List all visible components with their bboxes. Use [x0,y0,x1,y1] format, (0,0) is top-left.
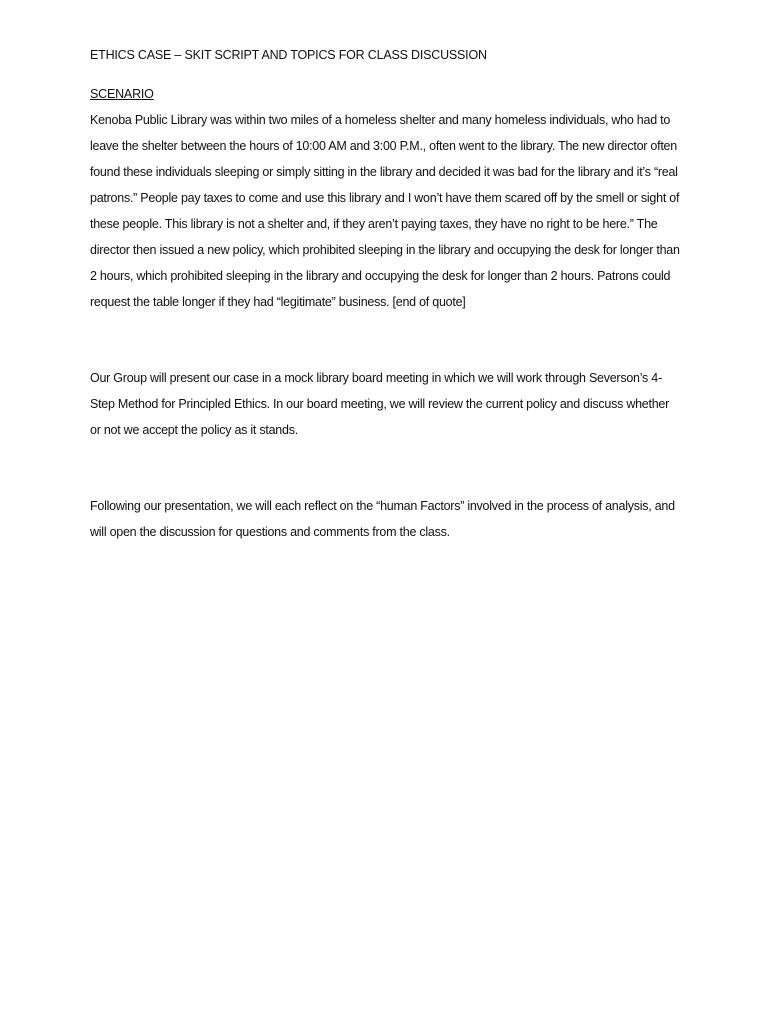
paragraph-spacer [90,443,680,493]
scenario-paragraph: Kenoba Public Library was within two miles of a homeless shelter and many homeless individuals, who had to leave the shelter between the hours of 10:00 AM and 3:00 P.M., often went to the library. The new director often found these individuals sleeping or simply sitting in the library and decided it was bad for the library and it’s “real patrons.” People pay taxes to come and use this library and I won’t have them scared off by the smell or sight of these people. This library is not a shelter and, if they aren’t paying taxes, they have no right to be here.” The director then issued a new policy, which prohibited sleeping in the library and occupying the desk for longer than 2 hours, which prohibited sleeping in the library and occupying the desk for longer than 2 hours. Patrons could request the table longer if they had “legitimate” business. [end of quote] [90,113,680,309]
presentation-paragraph: Our Group will present our case in a mock library board meeting in which we will work through Severson’s 4-Step Method for Principled Ethics. In our board meeting, we will review the current policy and discuss whether or not we accept the policy as it stands. [90,371,670,437]
reflection-paragraph: Following our presentation, we will each reflect on the “human Factors” involved in the process of analysis, and will open the discussion for questions and comments from the class. [90,499,675,539]
document-title: ETHICS CASE – SKIT SCRIPT AND TOPICS FOR CLASS DISCUSSION [90,48,487,62]
document-body [90,45,680,545]
paragraph-spacer [90,315,680,365]
scenario-heading: SCENARIO [90,87,154,101]
